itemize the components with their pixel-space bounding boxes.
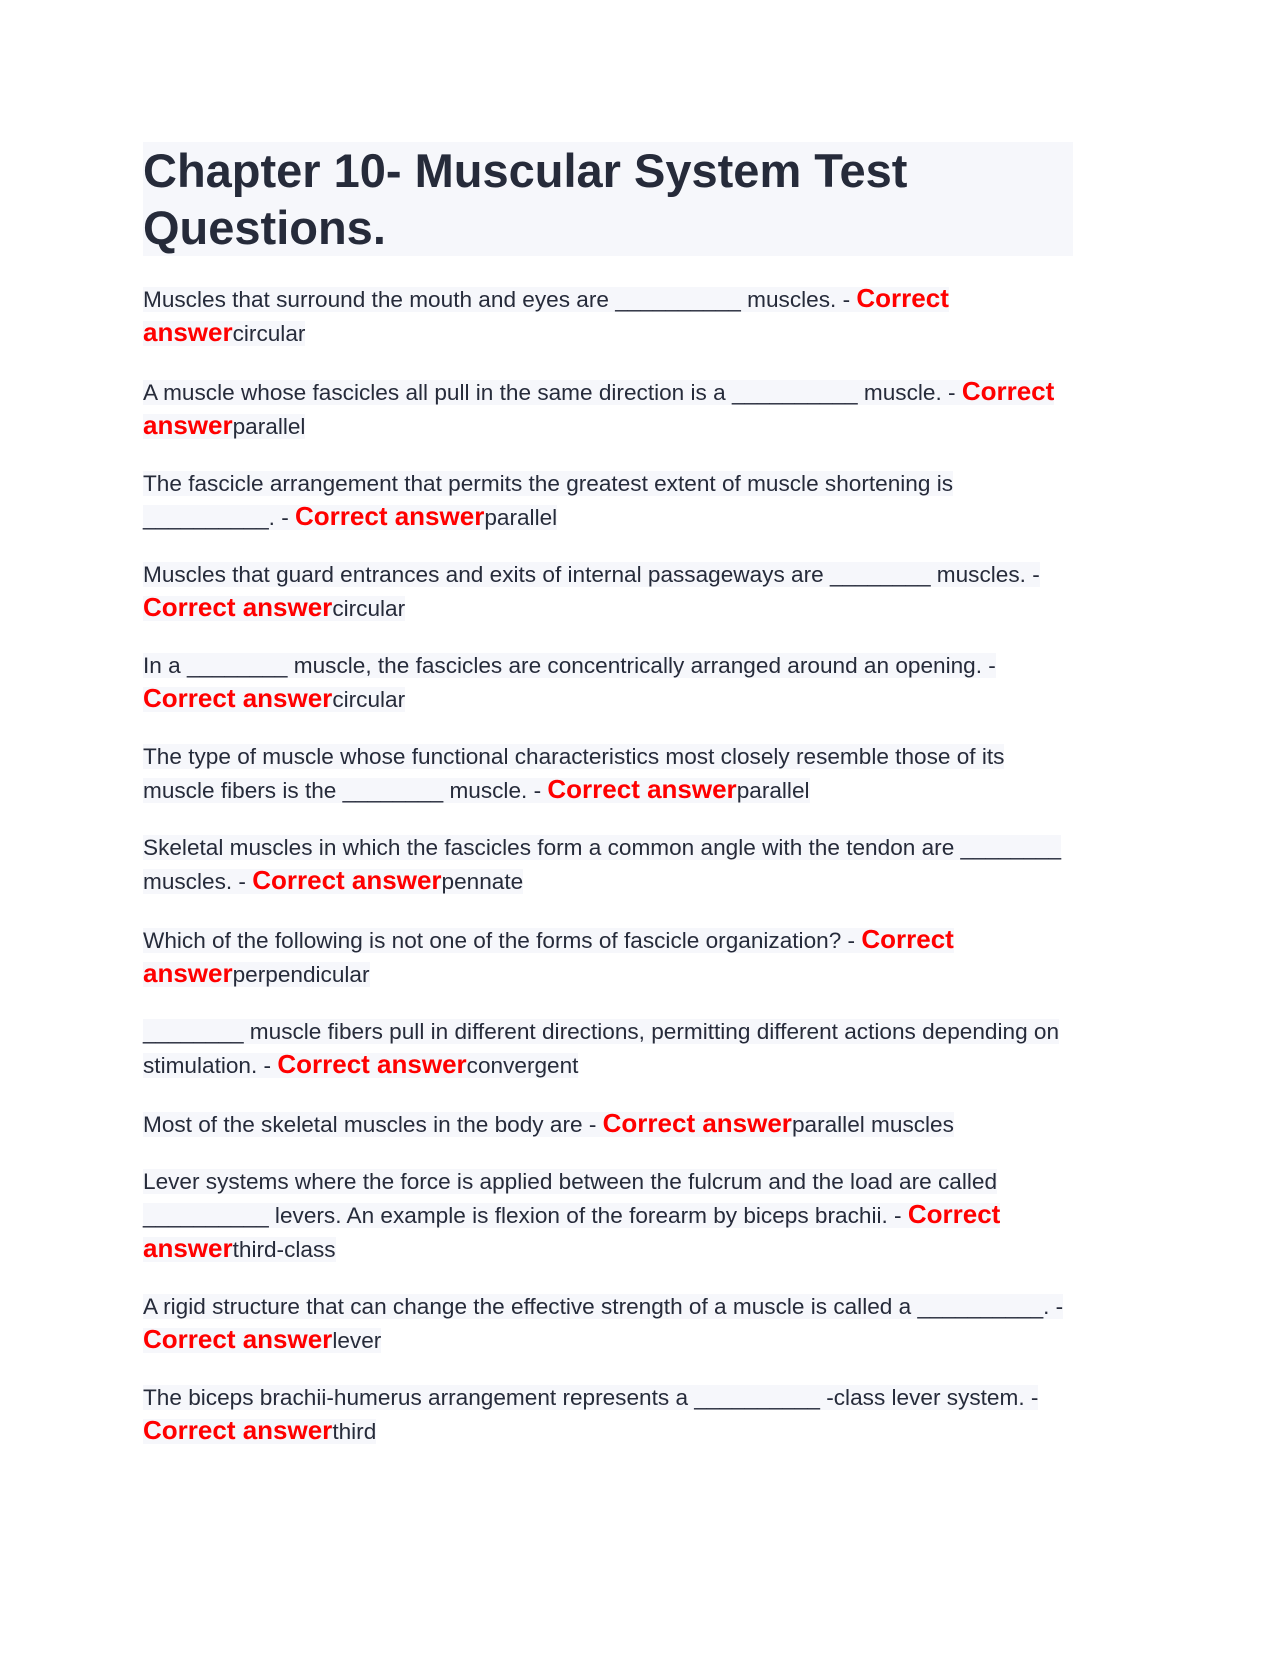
question-text: Lever systems where the force is applied between the fulcrum and the load are called __________ levers. An example is flexion of the forearm by biceps brachii. - bbox=[143, 1169, 998, 1228]
correct-answer-label: Correct answer bbox=[143, 1324, 333, 1354]
question-highlight bbox=[143, 376, 1055, 440]
answer-text: circular bbox=[332, 687, 406, 712]
correct-answer-label: Correct answer bbox=[277, 1049, 467, 1079]
answer-text: circular bbox=[232, 321, 306, 346]
question-text: Muscles that surround the mouth and eyes are __________ muscles. - bbox=[143, 287, 857, 312]
question-text: The biceps brachii-humerus arrangement represents a __________ -class lever system. - bbox=[143, 1385, 1039, 1410]
question-text: Skeletal muscles in which the fascicles form a common angle with the tendon are ________ muscles. - bbox=[143, 835, 1062, 894]
correct-answer-label: Correct answer bbox=[547, 774, 737, 804]
question-item bbox=[143, 741, 1073, 807]
correct-answer-label: Correct answer bbox=[295, 501, 485, 531]
question-highlight bbox=[143, 1385, 1038, 1444]
question-item bbox=[143, 1291, 1073, 1357]
correct-answer-label: Correct answer bbox=[143, 683, 333, 713]
correct-answer-label: Correct answer bbox=[143, 1415, 333, 1445]
question-item bbox=[143, 559, 1073, 625]
question-highlight bbox=[143, 1294, 1063, 1353]
answer-text: parallel bbox=[736, 778, 810, 803]
question-item bbox=[143, 650, 1073, 716]
correct-answer-label: Correct answer bbox=[143, 924, 954, 988]
question-text: The fascicle arrangement that permits the greatest extent of muscle shortening is __________. - bbox=[143, 471, 954, 530]
answer-text: parallel muscles bbox=[791, 1112, 954, 1137]
document-title: Chapter 10- Muscular System Test Questions. bbox=[143, 142, 1073, 256]
document-page bbox=[143, 142, 1073, 1473]
question-list bbox=[143, 282, 1073, 1448]
question-text: ________ muscle fibers pull in different directions, permitting different actions depending on stimulation. - bbox=[143, 1019, 1060, 1078]
question-highlight bbox=[143, 744, 1004, 803]
correct-answer-label: Correct answer bbox=[252, 865, 442, 895]
question-item bbox=[143, 375, 1073, 443]
question-item bbox=[143, 923, 1073, 991]
question-text: In a ________ muscle, the fascicles are concentrically arranged around an opening. - bbox=[143, 653, 996, 678]
question-text: Which of the following is not one of the forms of fascicle organization? - bbox=[143, 928, 862, 953]
question-text: Muscles that guard entrances and exits of internal passageways are ________ muscles. - bbox=[143, 562, 1040, 587]
question-highlight bbox=[143, 1019, 1059, 1078]
correct-answer-label: Correct answer bbox=[143, 376, 1055, 440]
question-item bbox=[143, 1107, 1073, 1141]
answer-text: third-class bbox=[232, 1237, 336, 1262]
question-text: The type of muscle whose functional characteristics most closely resemble those of its muscle fibers is the ________ muscle. - bbox=[143, 744, 1005, 803]
question-item bbox=[143, 1382, 1073, 1448]
question-item bbox=[143, 1166, 1073, 1266]
question-item bbox=[143, 1016, 1073, 1082]
question-text: A rigid structure that can change the effective strength of a muscle is called a __________. - bbox=[143, 1294, 1064, 1319]
question-item bbox=[143, 282, 1073, 350]
answer-text: third bbox=[332, 1419, 377, 1444]
correct-answer-label: Correct answer bbox=[143, 283, 949, 347]
question-highlight bbox=[143, 835, 1061, 894]
question-highlight bbox=[143, 1108, 954, 1138]
answer-text: perpendicular bbox=[232, 962, 370, 987]
question-highlight bbox=[143, 924, 954, 988]
question-item bbox=[143, 832, 1073, 898]
correct-answer-label: Correct answer bbox=[143, 592, 333, 622]
answer-text: convergent bbox=[466, 1053, 579, 1078]
question-highlight bbox=[143, 653, 996, 712]
answer-text: circular bbox=[332, 596, 406, 621]
answer-text: lever bbox=[332, 1328, 382, 1353]
correct-answer-label: Correct answer bbox=[143, 1199, 1001, 1263]
question-text: Most of the skeletal muscles in the body are - bbox=[143, 1112, 603, 1137]
answer-text: parallel bbox=[484, 505, 558, 530]
answer-text: pennate bbox=[441, 869, 524, 894]
question-highlight bbox=[143, 471, 953, 530]
question-text: A muscle whose fascicles all pull in the same direction is a __________ muscle. - bbox=[143, 380, 962, 405]
correct-answer-label: Correct answer bbox=[602, 1108, 792, 1138]
question-item bbox=[143, 468, 1073, 534]
question-highlight bbox=[143, 562, 1040, 621]
question-highlight bbox=[143, 283, 949, 347]
question-highlight bbox=[143, 1169, 1000, 1262]
answer-text: parallel bbox=[232, 414, 306, 439]
